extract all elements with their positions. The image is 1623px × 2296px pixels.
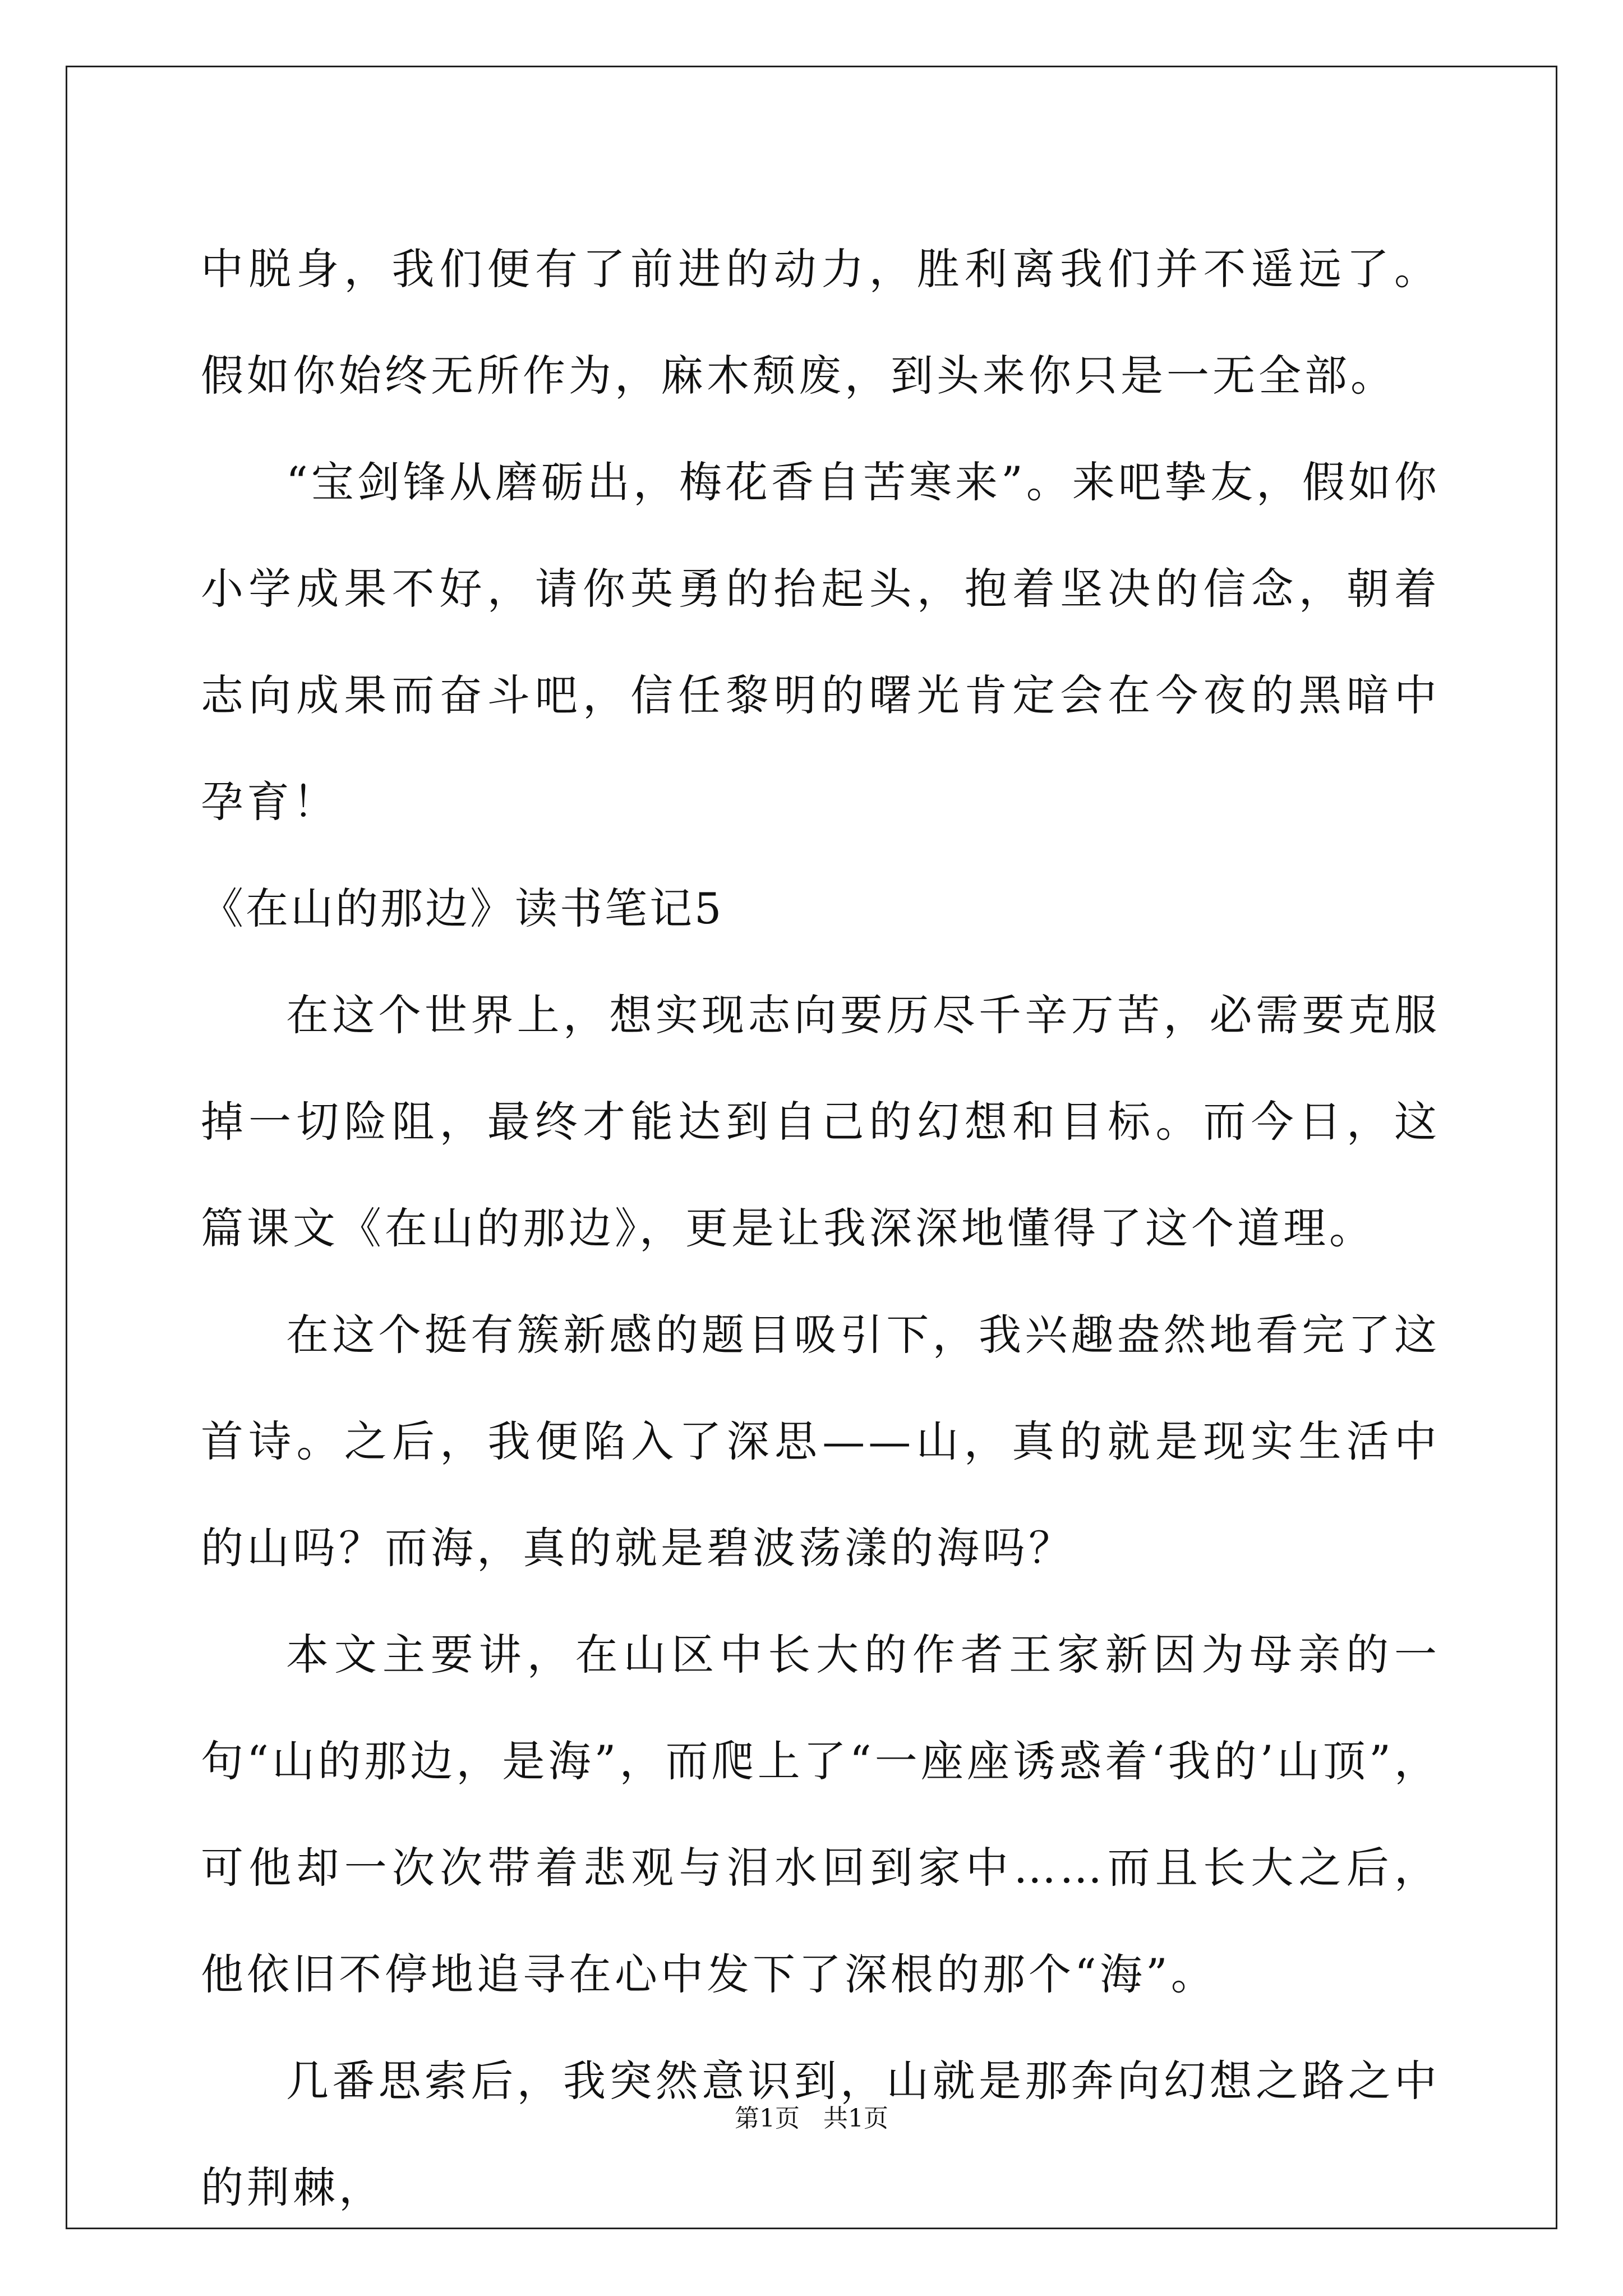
section-heading: 《在山的那边》读书笔记5 [201, 884, 724, 933]
paragraph: “宝剑锋从磨砺出，梅花香自苦寒来”。来吧挚友，假如你小学成果不好，请你英勇的抬起头，抱着坚决的信念，朝着志向成果而奋斗吧，信任黎明的曙光肯定会在今夜的黑暗中孕育！ [201, 457, 1440, 827]
paragraph: 本文主要讲，在山区中长大的作者王家新因为母亲的一句“山的那边，是海”，而爬上了“一座座诱惑着‘我的’山顶”，可他却一次次带着悲观与泪水回到家中……而且长大之后，他依旧不停地追寻在心中发下了深根的那个“海”。 [201, 1630, 1440, 1999]
paragraph: 中脱身，我们便有了前进的动力，胜利离我们并不遥远了。假如你始终无所作为，麻木颓废，到头来你只是一无全部。 [201, 244, 1440, 401]
paragraph: 在这个世界上，想实现志向要历尽千辛万苦，必需要克服掉一切险阻，最终才能达到自己的幻想和目标。而今日，这篇课文《在山的那边》，更是让我深深地懂得了这个道理。 [201, 990, 1440, 1253]
page-footer [0, 2098, 1623, 2134]
page-number-total: 共1页 [823, 2104, 888, 2133]
page-number-current: 第1页 [735, 2104, 800, 2133]
document-body [201, 216, 1440, 2241]
paragraph: 在这个挺有簇新感的题目吸引下，我兴趣盎然地看完了这首诗。之后，我便陷入了深思——山，真的就是现实生活中的山吗？而海，真的就是碧波荡漾的海吗？ [201, 1310, 1440, 1573]
paragraph: 几番思索后，我突然意识到，山就是那奔向幻想之路之中的荆棘， [201, 2056, 1440, 2212]
